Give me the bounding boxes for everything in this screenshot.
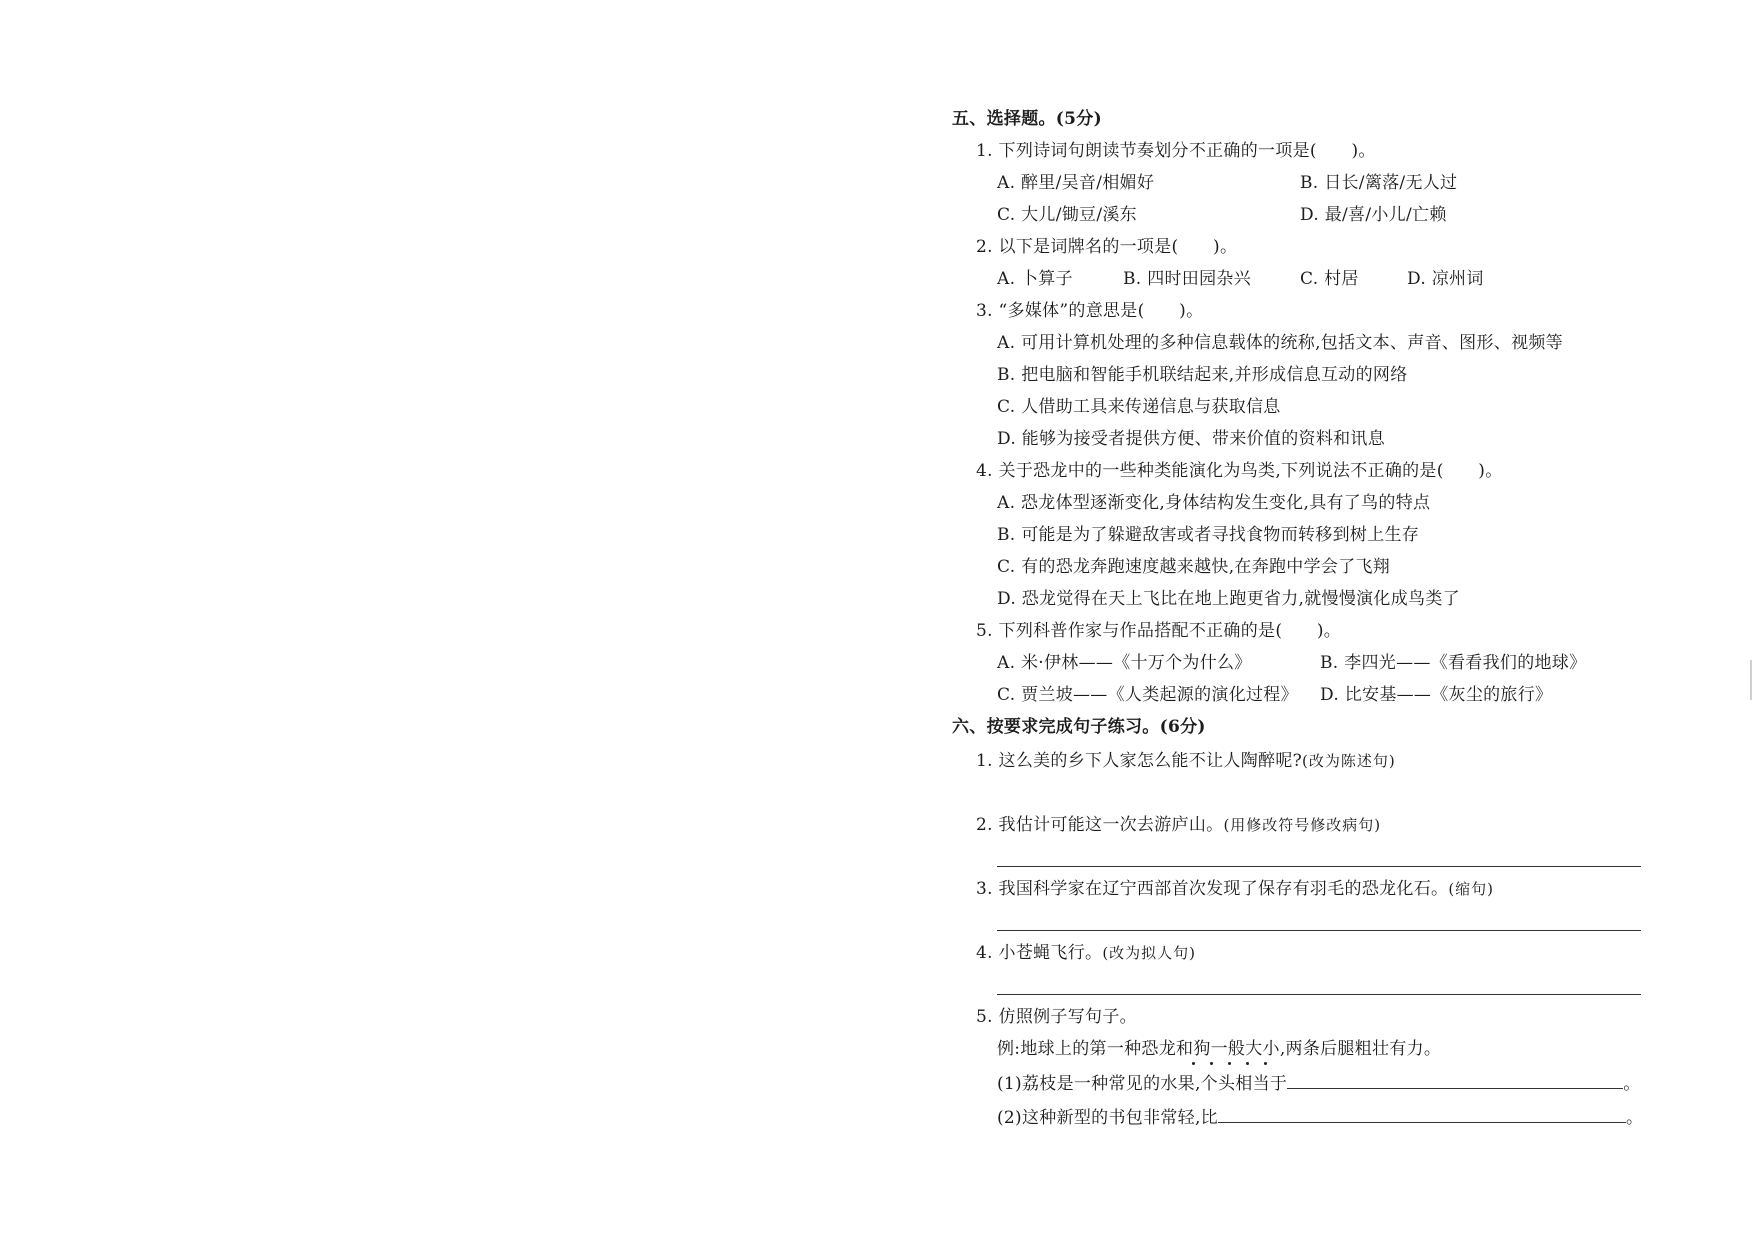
q6-1-stem: 1. 这么美的乡下人家怎么能不让人陶醉呢?	[976, 751, 1303, 771]
q6-4-line	[976, 942, 1196, 964]
q6-5-sentence-2	[997, 1106, 1643, 1129]
q6-2-line	[976, 814, 1381, 836]
q5-1-option-d: D. 最/喜/小儿/亡赖	[1300, 205, 1447, 225]
emphasis-dot	[1228, 1062, 1231, 1065]
q6-2-answer-line[interactable]	[997, 866, 1641, 867]
q5-5-option-b: B. 李四光——《看看我们的地球》	[1320, 653, 1587, 673]
q6-3-answer-line[interactable]	[997, 930, 1641, 931]
q5-3-option-c: C. 人借助工具来传递信息与获取信息	[997, 397, 1281, 417]
q5-4-stem: 4. 关于恐龙中的一些种类能演化为鸟类,下列说法不正确的是( )。	[976, 461, 1503, 481]
emphasis-dot	[1210, 1062, 1213, 1065]
emphasis-dot	[1192, 1062, 1195, 1065]
scan-edge-mark	[1750, 660, 1752, 700]
q6-1-note: (改为陈述句)	[1302, 752, 1396, 770]
q6-3-line	[976, 878, 1494, 900]
q5-5-option-a: A. 米·伊林——《十万个为什么》	[997, 653, 1252, 673]
q5-4-option-d: D. 恐龙觉得在天上飞比在地上跑更省力,就慢慢演化成鸟类了	[997, 589, 1460, 609]
q5-2-stem: 2. 以下是词牌名的一项是( )。	[976, 237, 1238, 257]
q5-4-option-a: A. 恐龙体型逐渐变化,身体结构发生变化,具有了鸟的特点	[997, 493, 1431, 513]
q5-1-option-a: A. 醉里/吴音/相媚好	[997, 173, 1155, 193]
q6-1-line	[976, 750, 1396, 772]
q5-3-option-b: B. 把电脑和智能手机联结起来,并形成信息互动的网络	[997, 365, 1408, 385]
q6-5-sentence-2-text: (2)这种新型的书包非常轻,比	[997, 1108, 1218, 1128]
q5-2-option-d: D. 凉州词	[1407, 269, 1484, 289]
q5-3-option-d: D. 能够为接受者提供方便、带来价值的资料和讯息	[997, 429, 1386, 449]
q6-5-example: 例:地球上的第一种恐龙和狗一般大小,两条后腿粗壮有力。	[997, 1039, 1442, 1059]
q5-4-option-b: B. 可能是为了躲避敌害或者寻找食物而转移到树上生存	[997, 525, 1420, 545]
q5-1-option-b: B. 日长/篱落/无人过	[1300, 173, 1458, 193]
q5-1-stem: 1. 下列诗词句朗读节奏划分不正确的一项是( )。	[976, 141, 1376, 161]
q6-5-sentence-1-text: (1)荔枝是一种常见的水果,个头相当于	[997, 1074, 1288, 1094]
q6-5-sentence-1-end: 。	[1623, 1074, 1641, 1094]
q6-5-sentence-2-blank[interactable]	[1218, 1106, 1626, 1123]
q6-5-sentence-1	[997, 1072, 1641, 1095]
q6-5-sentence-2-end: 。	[1625, 1108, 1644, 1128]
q5-4-option-c: C. 有的恐龙奔跑速度越来越快,在奔跑中学会了飞翔	[997, 557, 1391, 577]
q6-4-answer-line[interactable]	[997, 994, 1641, 995]
q5-5-option-d: D. 比安基——《灰尘的旅行》	[1320, 685, 1553, 705]
q6-2-stem: 2. 我估计可能这一次去游庐山。	[976, 815, 1224, 835]
q6-2-note: (用修改符号修改病句)	[1223, 816, 1382, 834]
q5-3-stem: 3. “多媒体”的意思是( )。	[976, 301, 1204, 321]
q6-4-note: (改为拟人句)	[1102, 944, 1197, 962]
q6-3-note: (缩句)	[1448, 880, 1495, 898]
q5-2-option-c: C. 村居	[1300, 269, 1359, 289]
emphasis-dot	[1246, 1062, 1249, 1065]
emphasis-dot	[1264, 1062, 1267, 1065]
q5-5-stem: 5. 下列科普作家与作品搭配不正确的是( )。	[976, 621, 1342, 641]
section-5-title: 五、选择题。(5分)	[952, 109, 1102, 129]
q5-1-option-c: C. 大儿/锄豆/溪东	[997, 205, 1137, 225]
q5-3-option-a: A. 可用计算机处理的多种信息载体的统称,包括文本、声音、图形、视频等	[997, 333, 1563, 353]
q5-2-option-a: A. 卜算子	[997, 269, 1073, 289]
section-6-title: 六、按要求完成句子练习。(6分)	[952, 717, 1206, 737]
q5-5-option-c: C. 贾兰坡——《人类起源的演化过程》	[997, 685, 1298, 705]
q6-5-sentence-1-blank[interactable]	[1287, 1072, 1623, 1089]
q5-2-option-b: B. 四时田园杂兴	[1123, 269, 1251, 289]
q6-3-stem: 3. 我国科学家在辽宁西部首次发现了保存有羽毛的恐龙化石。	[976, 879, 1449, 899]
q6-5-stem: 5. 仿照例子写句子。	[976, 1007, 1137, 1027]
q6-4-stem: 4. 小苍蝇飞行。	[976, 943, 1103, 963]
